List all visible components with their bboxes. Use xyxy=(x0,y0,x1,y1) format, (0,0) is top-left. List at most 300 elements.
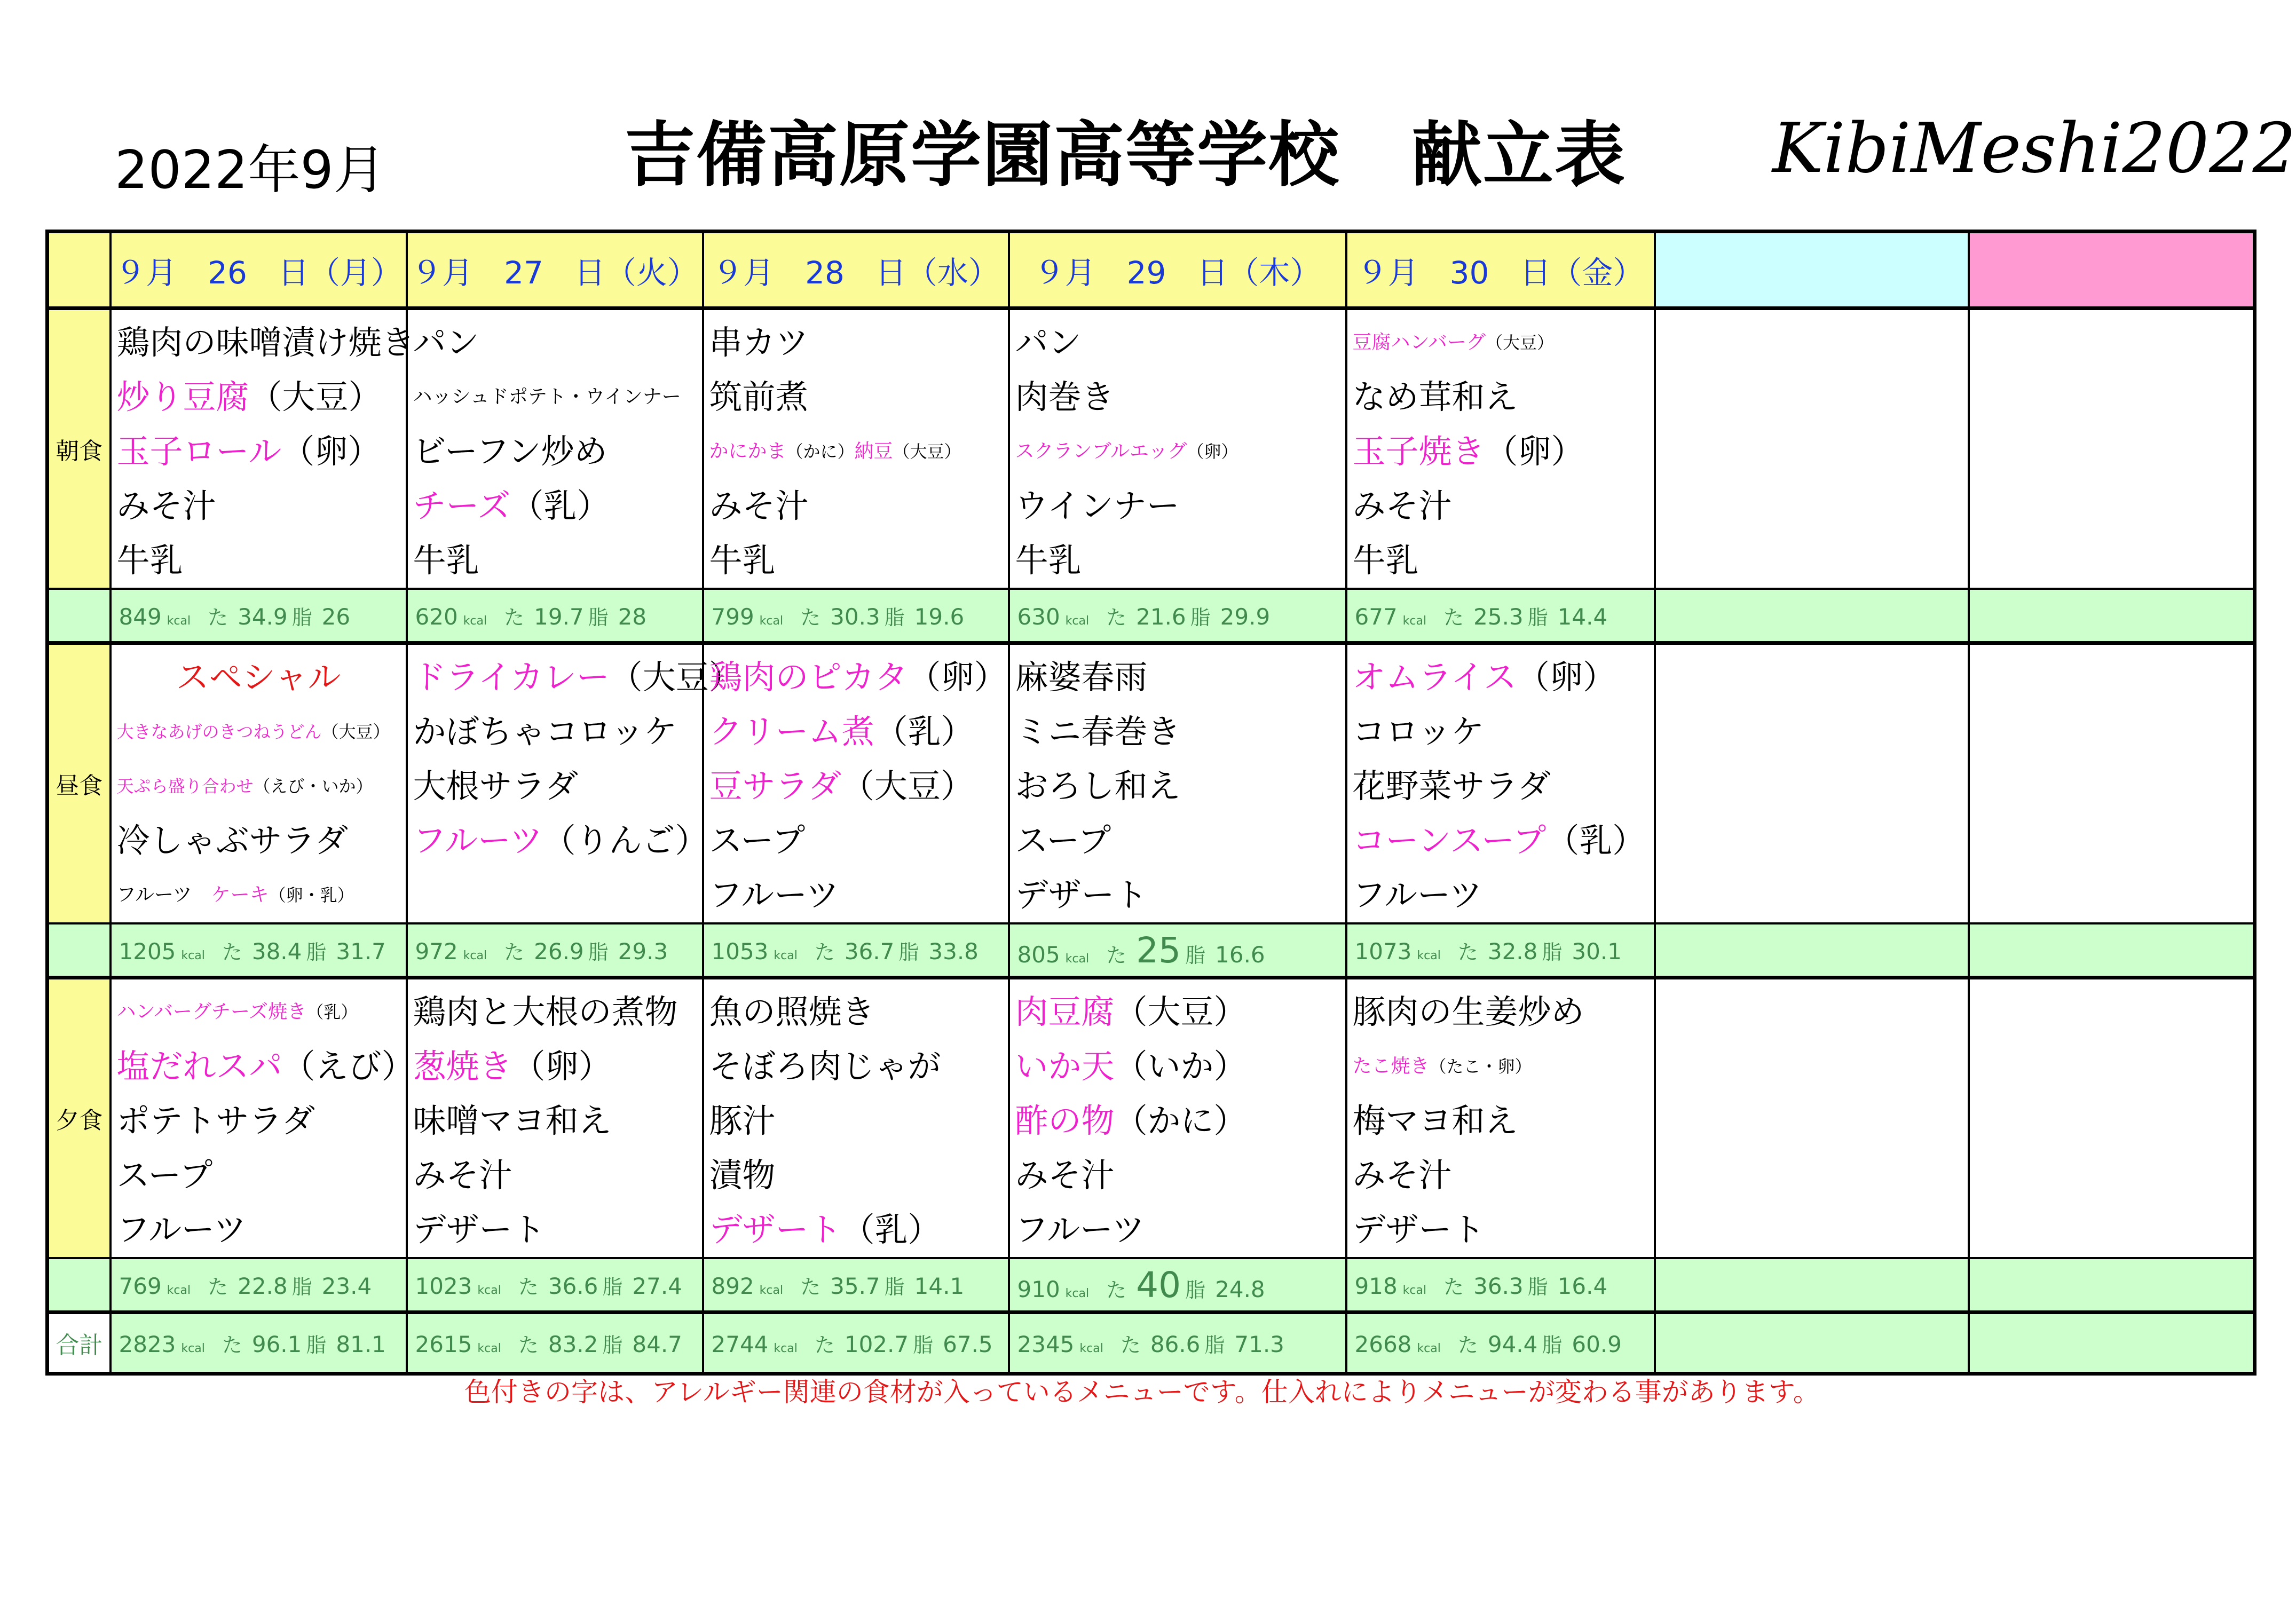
kcal-value: 2744 xyxy=(711,1331,769,1357)
kcal-value: 2823 xyxy=(119,1331,176,1357)
kcal-unit: kcal xyxy=(167,1283,191,1297)
menu-item xyxy=(709,1203,1008,1257)
allergen-note: （卵） xyxy=(512,1047,612,1086)
dish-name: 鶏肉のピカタ xyxy=(709,658,908,697)
menu-item xyxy=(1015,424,1345,479)
menu-item xyxy=(117,705,406,759)
kcal-value: 2615 xyxy=(415,1331,472,1357)
protein-label: た xyxy=(1443,1275,1464,1299)
fat-value: 19.6 xyxy=(914,603,965,630)
dish-name: コロッケ xyxy=(1352,712,1485,751)
menu-item xyxy=(1353,868,1654,922)
fat-value: 28 xyxy=(618,603,647,630)
blank-column-cyan xyxy=(1655,232,1969,309)
dish-name: クリーム煮 xyxy=(709,712,875,751)
month-heading: 2022年9月 xyxy=(115,140,386,201)
allergen-note: （えび・いか） xyxy=(253,776,373,796)
nutrition-cell xyxy=(1009,1258,1346,1313)
dish-name: 大根サラダ xyxy=(413,766,578,805)
fat-label: 脂 xyxy=(1204,1333,1225,1357)
nutrition-cell xyxy=(1346,1258,1655,1313)
allergen-note: （卵） xyxy=(1485,432,1584,471)
blank-cell xyxy=(1969,1313,2255,1374)
allergen-note: （乳） xyxy=(1546,821,1646,860)
menu-item xyxy=(117,759,406,813)
menu-item xyxy=(1015,985,1345,1039)
blank-cell xyxy=(1655,1258,1969,1313)
menu-item xyxy=(117,533,406,588)
menu-item xyxy=(1353,315,1654,370)
menu-items xyxy=(1010,979,1345,1257)
menu-item xyxy=(413,759,702,813)
menu-items xyxy=(1347,645,1654,922)
dish-name: 鶏肉の味噌漬け焼き xyxy=(116,323,415,362)
menu-item xyxy=(413,650,742,705)
fat-value: 24.8 xyxy=(1215,1276,1265,1302)
dish-name: ハンバーグチーズ焼き xyxy=(116,1001,307,1023)
menu-item xyxy=(1015,315,1345,370)
menu-item xyxy=(709,424,1008,479)
allergen-note: （かに） xyxy=(1114,1101,1247,1140)
dish-name: フルーツ xyxy=(1352,875,1482,914)
menu-item xyxy=(709,759,1008,813)
dish-name: ウインナー xyxy=(1015,486,1180,525)
brand-logo: KibiMeshi2022 xyxy=(1772,109,2296,188)
protein-label: た xyxy=(1120,1333,1141,1357)
menu-item xyxy=(413,1148,702,1203)
dish-name: 豚汁 xyxy=(709,1101,776,1140)
protein-value: 36.6 xyxy=(548,1273,598,1299)
menu-item xyxy=(117,370,406,424)
protein-label: た xyxy=(800,605,821,629)
menu-item xyxy=(413,479,702,533)
allergen-note: （乳） xyxy=(510,486,610,525)
protein-label: た xyxy=(1106,943,1127,967)
blank-cell xyxy=(1655,643,1969,924)
protein-label: た xyxy=(1443,605,1464,629)
fat-label: 脂 xyxy=(602,1275,623,1299)
allergen-note: （大豆） xyxy=(841,766,974,805)
menu-item xyxy=(1353,650,1654,705)
menu-item xyxy=(413,985,702,1039)
menu-cell xyxy=(1346,643,1655,924)
allergen-note: （大豆） xyxy=(1485,333,1554,353)
dish-name: スペシャル xyxy=(176,658,341,697)
kcal-unit: kcal xyxy=(1417,1341,1441,1355)
menu-items xyxy=(704,310,1008,588)
dish-name: おろし和え xyxy=(1015,766,1181,805)
kcal-value: 1023 xyxy=(415,1273,472,1299)
protein-value: 38.4 xyxy=(251,938,302,965)
menu-cell xyxy=(703,309,1009,589)
protein-value: 86.6 xyxy=(1150,1331,1201,1357)
menu-item xyxy=(1353,985,1654,1039)
date-header: ９月 30 日（金） xyxy=(1346,232,1655,309)
dish-name: 玉子焼き xyxy=(1352,432,1485,471)
dish-name: デザート xyxy=(1352,1210,1485,1249)
fat-value: 16.6 xyxy=(1215,941,1265,968)
protein-label: た xyxy=(208,605,228,629)
allergy-footnote: 色付きの字は、アレルギー関連の食材が入っているメニューです。仕入れによりメニューが変わる事があります。 xyxy=(464,1377,1820,1408)
dish-name: みそ汁 xyxy=(1352,1156,1452,1195)
fat-label: 脂 xyxy=(291,1275,312,1299)
date-header: ９月 27 日（火） xyxy=(407,232,703,309)
dish-name: デザート xyxy=(1015,875,1148,914)
nutrition-label-cell xyxy=(48,923,111,978)
allergen-note: （乳） xyxy=(841,1210,941,1249)
fat-label: 脂 xyxy=(1190,605,1211,629)
dish-name: みそ汁 xyxy=(413,1156,512,1195)
menu-item xyxy=(413,868,702,922)
kcal-unit: kcal xyxy=(1065,1286,1090,1300)
menu-items xyxy=(408,645,742,922)
menu-item xyxy=(709,813,1008,868)
fat-value: 67.5 xyxy=(943,1331,993,1357)
dish-name: 牛乳 xyxy=(1015,541,1082,580)
kcal-value: 1073 xyxy=(1354,938,1412,965)
menu-item xyxy=(1353,759,1654,813)
fat-label: 脂 xyxy=(884,605,905,629)
allergen-note: （大豆） xyxy=(1114,992,1247,1031)
fat-value: 29.9 xyxy=(1220,603,1271,630)
menu-item xyxy=(117,1203,406,1257)
dish-name: スープ xyxy=(1015,821,1111,860)
nutrition-cell xyxy=(1009,1313,1346,1374)
dish-name: スープ xyxy=(709,821,806,860)
dish-name: みそ汁 xyxy=(1352,486,1452,525)
blank-cell xyxy=(1655,978,1969,1259)
allergen-note: （大豆） xyxy=(249,377,382,416)
menu-item xyxy=(1353,1148,1654,1203)
fat-value: 30.1 xyxy=(1572,938,1622,965)
nutrition-cell xyxy=(111,1258,407,1313)
kcal-unit: kcal xyxy=(1079,1341,1103,1355)
fat-value: 26 xyxy=(321,603,351,630)
fat-value: 14.1 xyxy=(914,1273,965,1299)
menu-item xyxy=(709,985,1008,1039)
dish-name: 鶏肉と大根の煮物 xyxy=(413,992,678,1031)
protein-value: 34.9 xyxy=(238,603,288,630)
menu-item xyxy=(117,1148,406,1203)
kcal-unit: kcal xyxy=(477,1341,501,1355)
kcal-value: 2345 xyxy=(1017,1331,1075,1357)
lunch-label: 昼食 xyxy=(48,643,111,924)
menu-cell xyxy=(407,643,742,924)
dish-name: フルーツ xyxy=(116,1210,247,1249)
protein-label: た xyxy=(518,1275,539,1299)
dinner-nutrition-row xyxy=(48,1258,2255,1313)
blank-cell xyxy=(1655,309,1969,589)
dish-name: フルーツ xyxy=(1015,1210,1145,1249)
dish-name: 梅マヨ和え xyxy=(1352,1101,1518,1140)
fat-value: 84.7 xyxy=(632,1331,682,1357)
protein-label: た xyxy=(208,1275,228,1299)
menu-item xyxy=(117,650,406,705)
protein-value: 35.7 xyxy=(830,1273,880,1299)
blank-cell xyxy=(1655,589,1969,643)
dish-name: みそ汁 xyxy=(1015,1156,1115,1195)
menu-item xyxy=(116,315,415,370)
menu-item xyxy=(413,370,702,424)
dish-name: ハッシュドポテト・ウインナー xyxy=(413,386,681,408)
fat-value: 81.1 xyxy=(336,1331,386,1357)
blank-column-pink xyxy=(1969,232,2255,309)
menu-item xyxy=(117,479,406,533)
allergen-note: （乳） xyxy=(306,1002,358,1022)
blank-cell xyxy=(1969,923,2255,978)
dish-name: 炒り豆腐 xyxy=(116,377,249,416)
protein-label: た xyxy=(1457,940,1478,964)
fat-value: 23.4 xyxy=(321,1273,372,1299)
menu-item xyxy=(709,533,1008,588)
menu-item xyxy=(709,315,1008,370)
dish-name: チーズ xyxy=(413,486,511,525)
dish-name: ポテトサラダ xyxy=(116,1101,315,1140)
nutrition-cell xyxy=(407,923,703,978)
lunch-nutrition-row xyxy=(48,923,2255,978)
dish-name: 牛乳 xyxy=(1352,541,1419,580)
totals-row xyxy=(48,1313,2255,1374)
menu-item xyxy=(1015,533,1345,588)
protein-label: た xyxy=(1106,605,1127,629)
dish-name: ケーキ xyxy=(211,884,269,906)
protein-value: 96.1 xyxy=(251,1331,302,1357)
nutrition-cell xyxy=(1346,1313,1655,1374)
dish-name: 牛乳 xyxy=(413,541,479,580)
menu-item xyxy=(117,424,406,479)
dish-name: 牛乳 xyxy=(116,541,183,580)
kcal-unit: kcal xyxy=(463,614,487,628)
breakfast-row xyxy=(48,309,2255,589)
menu-item xyxy=(413,1203,702,1257)
dish-name: デザート xyxy=(709,1210,842,1249)
kcal-value: 1205 xyxy=(119,938,176,965)
protein-value: 40 xyxy=(1136,1264,1181,1306)
breakfast-nutrition-row xyxy=(48,589,2255,643)
nutrition-cell xyxy=(703,1258,1009,1313)
nutrition-cell xyxy=(703,589,1009,643)
menu-items xyxy=(704,979,1008,1257)
protein-value: 19.7 xyxy=(534,603,584,630)
menu-item xyxy=(1015,370,1345,424)
kcal-value: 630 xyxy=(1017,603,1060,630)
kcal-unit: kcal xyxy=(167,614,191,628)
kcal-unit: kcal xyxy=(181,1341,205,1355)
menu-cell xyxy=(111,978,415,1259)
dish-name: 葱焼き xyxy=(413,1047,512,1086)
dish-name: 玉子ロール xyxy=(116,432,282,471)
kcal-unit: kcal xyxy=(1417,949,1441,962)
menu-items xyxy=(112,310,415,588)
kcal-value: 910 xyxy=(1017,1276,1060,1302)
menu-item xyxy=(709,868,1008,922)
dish-name: 肉巻き xyxy=(1015,377,1115,416)
menu-items xyxy=(1010,310,1345,588)
fat-label: 脂 xyxy=(291,605,312,629)
kcal-value: 892 xyxy=(711,1273,754,1299)
fat-value: 33.8 xyxy=(928,938,979,965)
menu-item xyxy=(1015,705,1345,759)
fat-value: 27.4 xyxy=(632,1273,682,1299)
fat-label: 脂 xyxy=(1185,1278,1206,1302)
dish-name: なめ茸和え xyxy=(1352,377,1518,416)
allergen-note: （いか） xyxy=(1114,1047,1247,1086)
nutrition-cell xyxy=(111,923,407,978)
dinner-row xyxy=(48,978,2255,1259)
fat-label: 脂 xyxy=(1542,1333,1563,1357)
menu-item xyxy=(117,985,406,1039)
blank-cell xyxy=(1969,978,2255,1259)
dinner-label: 夕食 xyxy=(48,978,111,1259)
blank-cell xyxy=(1969,1258,2255,1313)
blank-cell xyxy=(1969,589,2255,643)
menu-cell xyxy=(111,309,415,589)
kcal-unit: kcal xyxy=(477,1283,501,1297)
nutrition-cell xyxy=(1009,589,1346,643)
allergen-note: （卵・乳） xyxy=(269,885,354,905)
allergen-note: （卵） xyxy=(281,432,381,471)
nutrition-cell xyxy=(1346,589,1655,643)
menu-item xyxy=(413,705,702,759)
dish-name: ドライカレー xyxy=(413,658,610,697)
allergen-note: （大豆） xyxy=(321,722,390,742)
nutrition-cell xyxy=(703,923,1009,978)
dish-name: かぼちゃコロッケ xyxy=(413,712,677,751)
fat-value: 29.3 xyxy=(618,938,668,965)
dish-name: 豆サラダ xyxy=(709,766,841,805)
menu-item xyxy=(1015,1094,1345,1148)
menu-item xyxy=(709,1148,1008,1203)
menu-item xyxy=(117,868,406,922)
allergen-note: （卵） xyxy=(1517,658,1616,697)
menu-items xyxy=(112,645,406,922)
kcal-value: 918 xyxy=(1354,1273,1398,1299)
fat-label: 脂 xyxy=(1542,940,1563,964)
kcal-value: 677 xyxy=(1354,603,1398,630)
nutrition-cell xyxy=(1009,923,1346,978)
menu-item xyxy=(1353,813,1654,868)
menu-cell xyxy=(111,643,407,924)
menu-item xyxy=(117,1094,406,1148)
menu-item xyxy=(1015,1203,1345,1257)
protein-value: 83.2 xyxy=(548,1331,598,1357)
nutrition-cell xyxy=(703,1313,1009,1374)
dish-name: 味噌マヨ和え xyxy=(413,1101,612,1140)
menu-table xyxy=(45,230,2256,1376)
menu-item xyxy=(1353,533,1654,588)
protein-value: 94.4 xyxy=(1487,1331,1538,1357)
allergen-note: （卵） xyxy=(908,658,1007,697)
dish-name: 酢の物 xyxy=(1015,1101,1115,1140)
header-corner xyxy=(48,232,111,309)
dish-name: 筑前煮 xyxy=(709,377,809,416)
dish-name: いか天 xyxy=(1015,1047,1115,1086)
protein-value: 26.9 xyxy=(534,938,584,965)
dish-name: 豚肉の生姜炒め xyxy=(1352,992,1584,1031)
allergen-note: （えび） xyxy=(282,1047,415,1086)
protein-value: 102.7 xyxy=(844,1331,909,1357)
protein-label: た xyxy=(1106,1278,1127,1302)
menu-items xyxy=(408,310,702,588)
dish-name: 肉豆腐 xyxy=(1015,992,1115,1031)
menu-item xyxy=(413,533,702,588)
kcal-value: 2668 xyxy=(1354,1331,1412,1357)
dish-name: 花野菜サラダ xyxy=(1352,766,1551,805)
dish-name: デザート xyxy=(413,1210,546,1249)
dish-name: 納豆 xyxy=(854,440,893,462)
total-label: 合計 xyxy=(48,1313,111,1374)
allergen-note: （大豆） xyxy=(609,658,742,697)
dish-name: 天ぷら盛り合わせ xyxy=(116,776,254,796)
menu-item xyxy=(413,424,702,479)
menu-cell xyxy=(703,643,1009,924)
dish-name: フルーツ xyxy=(413,821,543,860)
menu-cell xyxy=(703,978,1009,1259)
dish-name: 魚の照焼き xyxy=(709,992,875,1031)
menu-item xyxy=(1015,650,1345,705)
menu-item xyxy=(1353,1039,1654,1094)
menu-item xyxy=(709,1094,1008,1148)
menu-items xyxy=(1010,645,1345,922)
protein-label: た xyxy=(814,1333,835,1357)
date-header: ９月 26 日（月） xyxy=(111,232,407,309)
kcal-value: 799 xyxy=(711,603,754,630)
protein-value: 36.3 xyxy=(1473,1273,1524,1299)
menu-item xyxy=(709,479,1008,533)
breakfast-label: 朝食 xyxy=(48,309,111,589)
kcal-unit: kcal xyxy=(759,614,784,628)
menu-item xyxy=(1353,424,1654,479)
menu-item xyxy=(413,1039,702,1094)
menu-item xyxy=(116,1039,415,1094)
fat-label: 脂 xyxy=(306,1333,327,1357)
nutrition-cell xyxy=(1346,923,1655,978)
menu-items xyxy=(1347,310,1654,588)
dish-name: 麻婆春雨 xyxy=(1015,658,1148,697)
kcal-unit: kcal xyxy=(463,949,487,962)
dish-name: コーンスープ xyxy=(1352,821,1547,860)
dish-name: スクランブルエッグ xyxy=(1015,440,1187,462)
menu-item xyxy=(413,1094,702,1148)
menu-item xyxy=(1353,705,1654,759)
kcal-unit: kcal xyxy=(774,1341,798,1355)
protein-label: た xyxy=(518,1333,539,1357)
fat-value: 71.3 xyxy=(1234,1331,1284,1357)
kcal-unit: kcal xyxy=(759,1283,784,1297)
allergen-note: （卵） xyxy=(1187,441,1238,462)
protein-value: 30.3 xyxy=(830,603,880,630)
dish-name: スープ xyxy=(116,1156,213,1195)
kcal-unit: kcal xyxy=(1065,614,1090,628)
allergen-note: （かに） xyxy=(786,441,855,462)
menu-item xyxy=(1353,1203,1654,1257)
menu-item xyxy=(1015,1039,1345,1094)
dish-name: みそ汁 xyxy=(709,486,809,525)
protein-label: た xyxy=(504,940,525,964)
menu-item xyxy=(709,370,1008,424)
menu-cell xyxy=(1009,643,1346,924)
nutrition-cell xyxy=(407,589,703,643)
date-header-row xyxy=(48,232,2255,309)
menu-cell xyxy=(1009,978,1346,1259)
allergen-note: （大豆） xyxy=(893,441,961,462)
protein-value: 25 xyxy=(1136,929,1181,971)
kcal-value: 972 xyxy=(415,938,458,965)
fat-label: 脂 xyxy=(913,1333,934,1357)
dish-name: 漬物 xyxy=(709,1156,776,1195)
protein-label: た xyxy=(1457,1333,1478,1357)
dish-name: フルーツ xyxy=(709,875,839,914)
